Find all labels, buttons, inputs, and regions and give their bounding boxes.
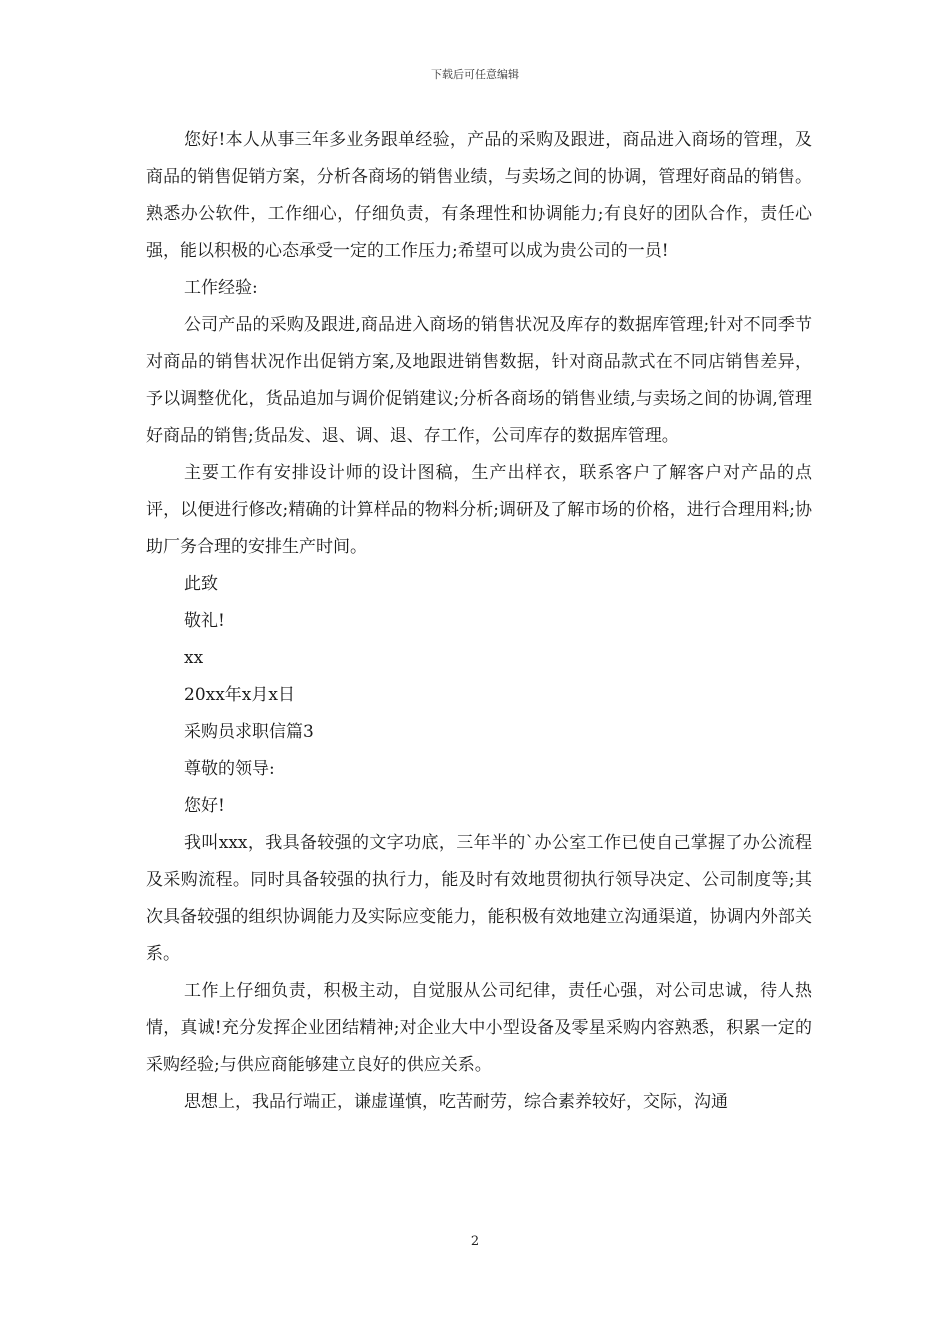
experience-heading: 工作经验:: [184, 278, 258, 298]
header-note: 下载后可任意编辑: [431, 68, 519, 81]
main-work-paragraph: 主要工作有安排设计师的设计图稿，生产出样衣，联系客户了解客户对产品的点评，以便进行修改;精确的计算样品的物料分析;调研及了解市场的价格，进行合理用料;协助厂务合理的安排生产时间。: [146, 463, 812, 557]
salutation: 尊敬的领导:: [184, 759, 275, 779]
date-line: 20xx年x月x日: [184, 685, 295, 705]
section-title: 采购员求职信篇3: [184, 722, 314, 742]
signature: xx: [184, 648, 204, 668]
intro-paragraph: 您好!本人从事三年多业务跟单经验，产品的采购及跟进，商品进入商场的管理，及商品的销售促销方案，分析各商场的销售业绩，与卖场之间的协调，管理好商品的销售。熟悉办公软件，工作细心，仔细负责，有条理性和协调能力;有良好的团队合作，责任心强，能以积极的心态承受一定的工作压力;希望可以成为贵公司的一员!: [146, 130, 812, 261]
closing-line-1: 此致: [184, 574, 218, 594]
body-paragraph-3: 思想上，我品行端正，谦虚谨慎，吃苦耐劳，综合素养较好，交际，沟通: [184, 1092, 728, 1112]
closing-line-2: 敬礼!: [184, 611, 225, 631]
page-number: 2: [470, 1234, 480, 1249]
document-body: [146, 122, 812, 1121]
experience-paragraph: 公司产品的采购及跟进,商品进入商场的销售状况及库存的数据库管理;针对不同季节对商品的销售状况作出促销方案,及地跟进销售数据，针对商品款式在不同店销售差异，予以调整优化，货品追加与调价促销建议;分析各商场的销售业绩,与卖场之间的协调,管理好商品的销售;货品发、退、调、退、存工作，公司库存的数据库管理。: [146, 315, 812, 446]
greeting: 您好!: [184, 796, 225, 816]
body-paragraph-2: 工作上仔细负责，积极主动，自觉服从公司纪律，责任心强，对公司忠诚，待人热情，真诚!充分发挥企业团结精神;对企业大中小型设备及零星采购内容熟悉，积累一定的采购经验;与供应商能够建立良好的供应关系。: [146, 981, 812, 1075]
body-paragraph-1: 我叫xxx，我具备较强的文字功底，三年半的`办公室工作已使自己掌握了办公流程及采购流程。同时具备较强的执行力，能及时有效地贯彻执行领导决定、公司制度等;其次具备较强的组织协调能力及实际应变能力，能积极有效地建立沟通渠道，协调内外部关系。: [146, 833, 812, 964]
